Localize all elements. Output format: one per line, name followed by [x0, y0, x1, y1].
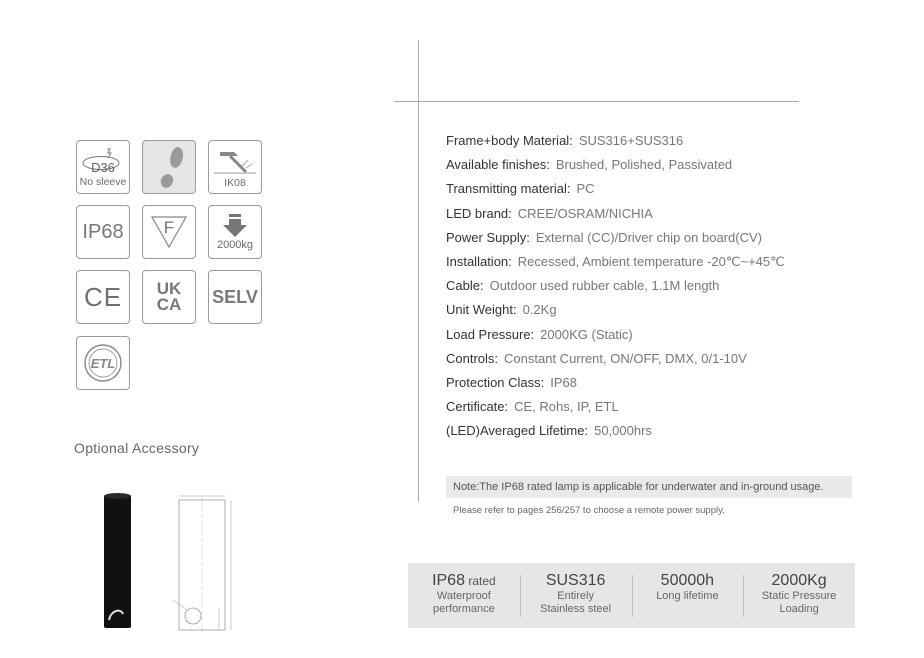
ce-icon: [76, 270, 130, 324]
spec-row: (LED)Averaged Lifetime: 50,000hrs: [446, 423, 652, 439]
ip68-label: IP68: [82, 220, 124, 243]
ip68-icon: [76, 205, 130, 259]
stat-waterproof: IP68 rated Waterproof performance: [432, 572, 496, 615]
selv-icon: [208, 270, 262, 324]
optional-accessory-title: Optional Accessory: [74, 440, 200, 456]
spec-row: Unit Weight: 0.2Kg: [446, 302, 557, 318]
etl-icon: [76, 336, 130, 390]
f-mark-icon: [142, 205, 196, 259]
down-arrow-icon: [220, 214, 250, 238]
spec-row: Available finishes: Brushed, Polished, Passivated: [446, 157, 733, 173]
d36-label: D36: [91, 160, 115, 175]
spec-row: Load Pressure: 2000KG (Static): [446, 326, 633, 342]
f-mark-label: F: [163, 218, 175, 237]
ik08-impact-icon: [208, 140, 262, 194]
feature-stats-bar: [408, 563, 855, 628]
spec-row: Certificate: CE, Rohs, IP, ETL: [446, 399, 619, 415]
stat-stainless: SUS316 Entirely Stainless steel: [520, 563, 632, 628]
load-2000kg-label: 2000kg: [216, 238, 254, 251]
ik08-label: IK08: [224, 176, 246, 189]
spec-row: Power Supply: External (CC)/Driver chip on board(CV): [446, 229, 762, 245]
spec-list: [446, 131, 785, 445]
stat-lifetime: 50000h Long lifetime: [632, 563, 744, 628]
svg-text:ETL: ETL: [90, 356, 116, 371]
hammer-icon: [212, 146, 258, 176]
spec-row: Installation: Recessed, Ambient temperature -20℃~+45℃: [446, 253, 785, 269]
spec-row: Frame+body Material: SUS316+SUS316: [446, 133, 684, 148]
footstep-icon: [142, 140, 196, 194]
no-sleeve-label: No sleeve: [79, 176, 127, 188]
selv-label: SELV: [212, 286, 258, 307]
ce-label: CE: [83, 281, 123, 312]
load-2000kg-icon: [208, 205, 262, 259]
stat-static-pressure: 2000Kg Static Pressure Loading: [743, 563, 855, 628]
spec-row: Protection Class: IP68: [446, 374, 578, 390]
ukca-top-label: UK: [156, 279, 182, 298]
horizontal-divider: [394, 101, 799, 102]
power-supply-note: Please refer to pages 256/257 to choose a remote power supply.: [453, 505, 725, 516]
spec-row: Transmitting material: PC: [446, 181, 595, 197]
ip68-note: Note:The IP68 rated lamp is applicable for underwater and in-ground usage.: [446, 476, 852, 498]
accessory-drawing: [95, 488, 245, 638]
d36-no-sleeve-icon: [76, 140, 130, 194]
spec-row: Cable: Outdoor used rubber cable, 1.1M length: [446, 278, 720, 294]
ukca-bottom-label: CA: [156, 295, 182, 314]
ukca-icon: [142, 270, 196, 324]
spec-row: Controls: Constant Current, ON/OFF, DMX, 0/1-10V: [446, 350, 747, 366]
vertical-divider: [418, 40, 419, 502]
spec-row: LED brand: CREE/OSRAM/NICHIA: [446, 205, 653, 221]
